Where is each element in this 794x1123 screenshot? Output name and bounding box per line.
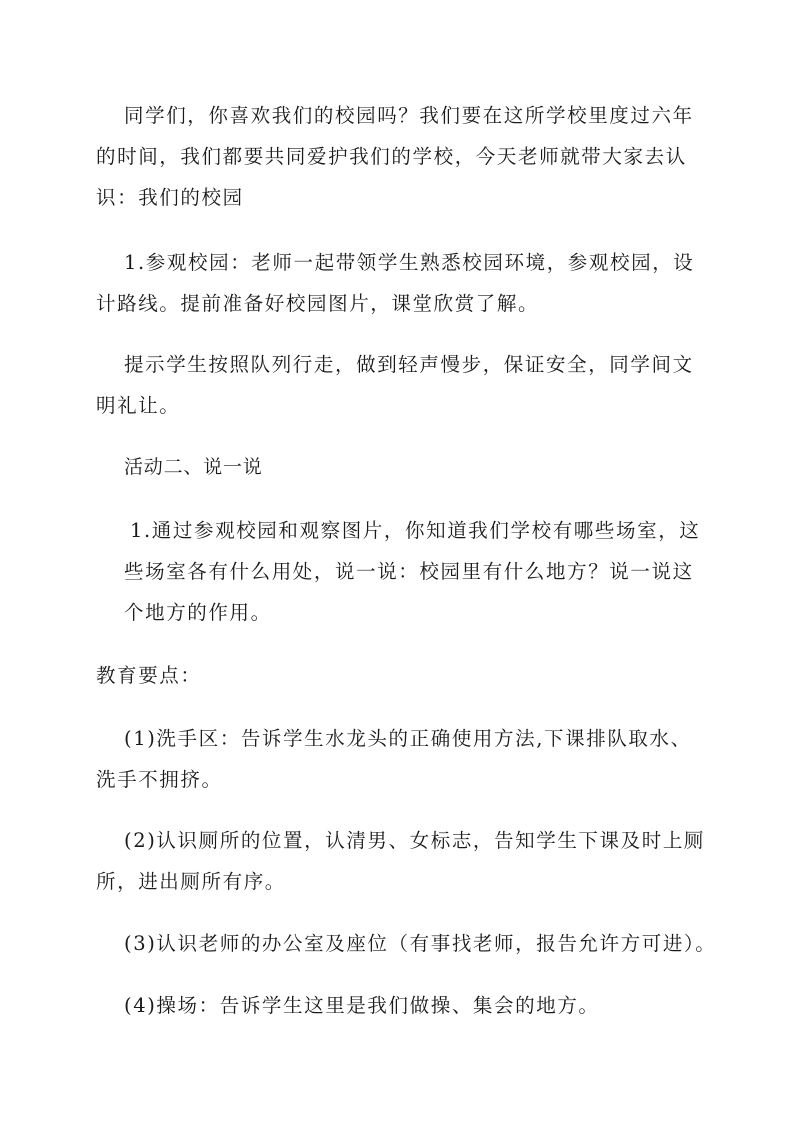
tip-line-2: 明礼让。 [96,394,181,417]
point-2-line-1: (2)认识厕所的位置，认清男、女标志，告知学生下课及时上厕 [124,829,706,852]
tip-line-1: 提示学生按照队列行走，做到轻声慢步，保证安全，同学间文 [124,353,694,376]
step1-line-2: 计路线。提前准备好校园图片，课堂欣赏了解。 [96,292,540,315]
point-3-line-1: (3)认识老师的办公室及座位（有事找老师，报告允许方可进）。 [124,932,717,955]
point-1-line-2: 洗手不拥挤。 [96,768,223,791]
step1-line-1: 1.参观校园：老师一起带领学生熟悉校园环境，参观校园，设 [124,251,695,274]
point-2-line-2: 所，进出厕所有序。 [96,870,286,893]
points-label: 教育要点： [96,664,202,687]
activity2-heading: 活动二、说一说 [124,456,263,478]
intro-line-1: 同学们，你喜欢我们的校园吗？我们要在这所学校里度过六年 [124,104,694,127]
intro-line-2: 的时间，我们都要共同爱护我们的学校，今天老师就带大家去认 [96,145,687,168]
step2-line-3: 个地方的作用。 [124,601,272,624]
step2-line-1: 1.通过参观校园和观察图片，你知道我们学校有哪些场室，这 [130,519,701,542]
step2-line-2: 些场室各有什么用处，说一说：校园里有什么地方？说一说这 [124,560,694,583]
point-4-line-1: (4)操场：告诉学生这里是我们做操、集会的地方。 [124,994,600,1017]
intro-line-3: 识：我们的校园 [96,186,244,209]
point-1-line-1: (1)洗手区：告诉学生水龙头的正确使用方法,下课排队取水、 [124,727,692,750]
